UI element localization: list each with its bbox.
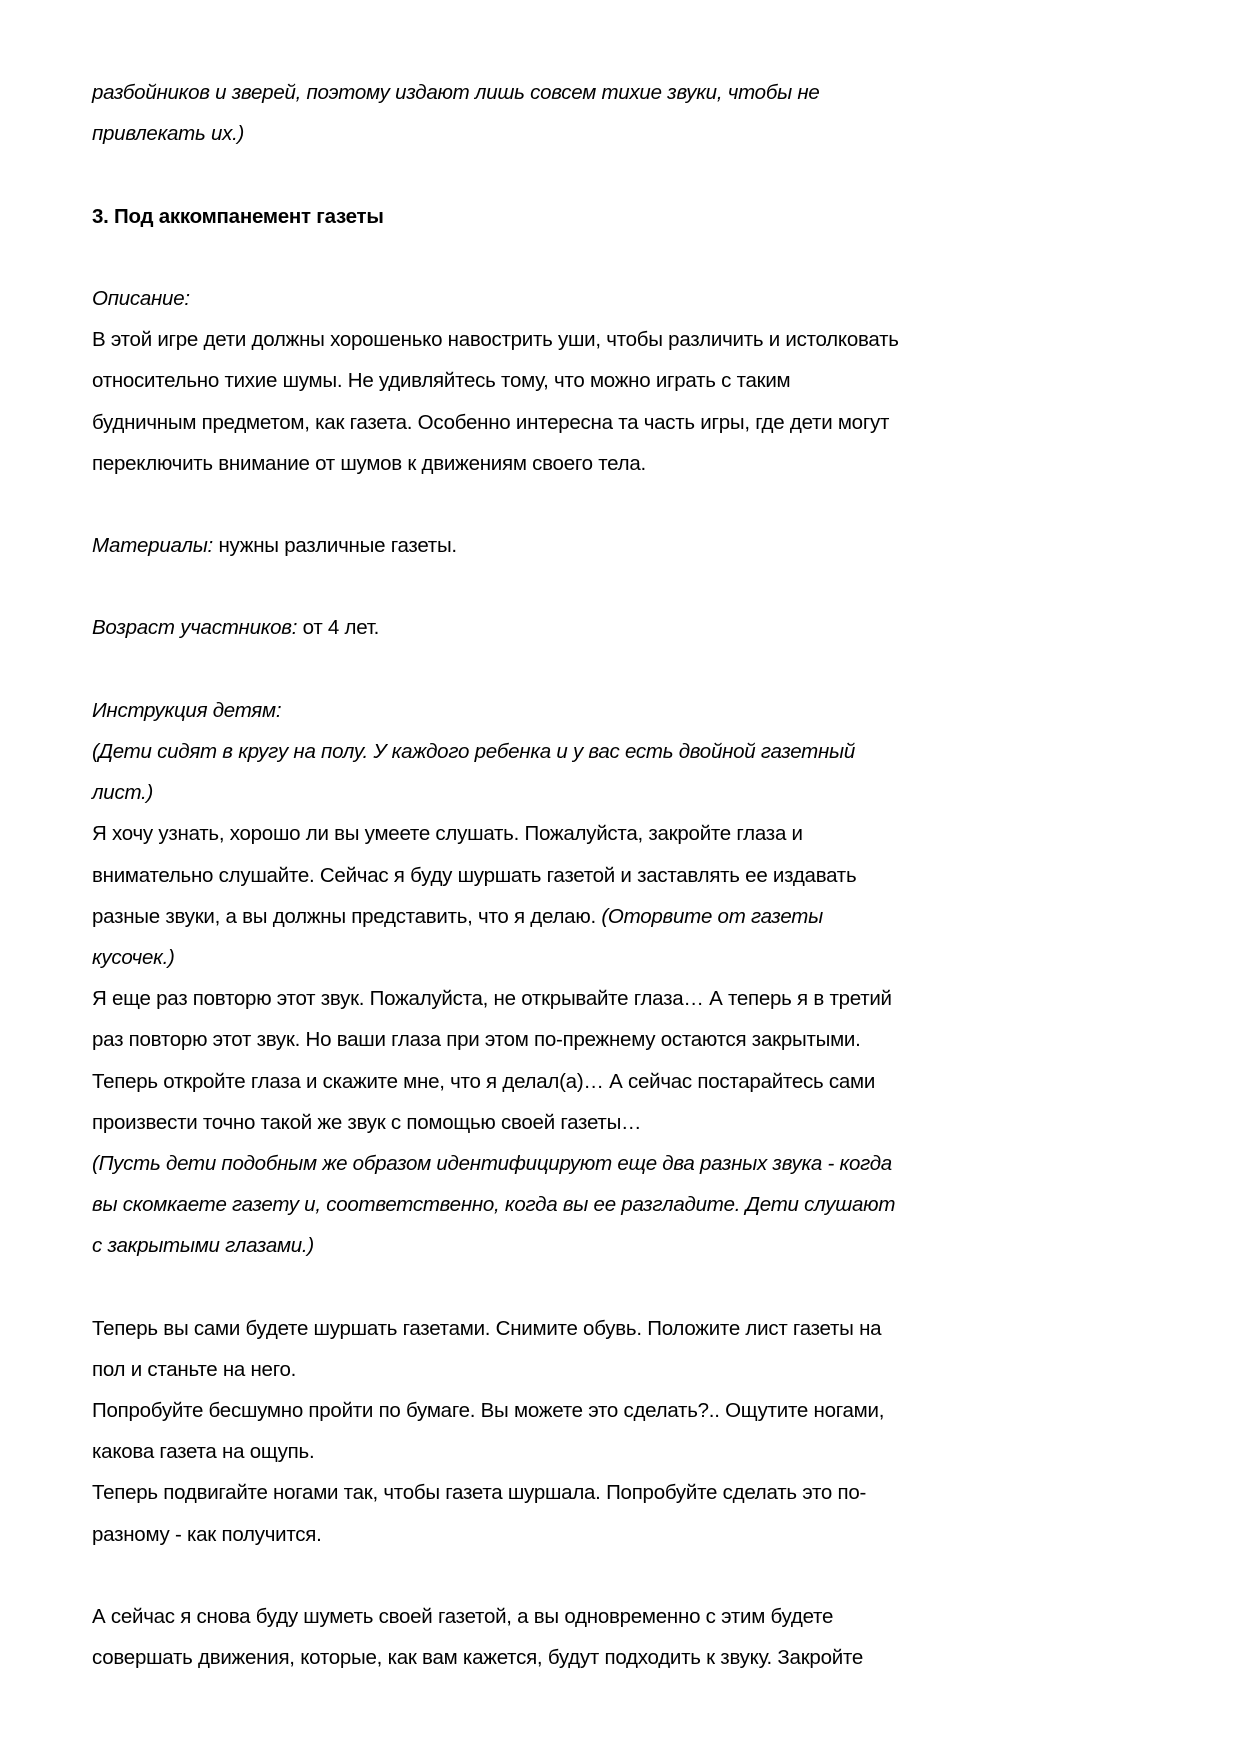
body-text: Попробуйте бесшумно пройти по бумаге. Вы можете это сделать?.. Ощутите ногами, xyxy=(92,1399,885,1422)
text-line xyxy=(92,1308,1192,1349)
body-text: пол и станьте на него. xyxy=(92,1357,297,1381)
body-text: раз повторю этот звук. Но ваши глаза при этом по-прежнему остаются закрытыми. xyxy=(92,1028,861,1052)
body-text: переключить внимание от шумов к движениям своего тела. xyxy=(92,451,646,475)
blank-line xyxy=(92,649,1192,690)
body-text: произвести точно такой же звук с помощью своей газеты… xyxy=(92,1110,642,1134)
text-line xyxy=(92,1225,1192,1266)
blank-line xyxy=(92,1555,1192,1596)
blank-line xyxy=(92,566,1192,607)
italic-text: (Оторвите от газеты xyxy=(601,904,823,928)
blank-line xyxy=(92,237,1192,278)
text-line xyxy=(92,731,1192,772)
body-text: внимательно слушайте. Сейчас я буду шуршать газетой и заставлять ее издавать xyxy=(92,863,857,887)
text-line xyxy=(92,1514,1192,1555)
text-line xyxy=(92,360,1192,401)
italic-text: с закрытыми глазами.) xyxy=(92,1234,314,1258)
italic-text: привлекать их.) xyxy=(92,122,245,146)
italic-text: Описание: xyxy=(92,286,190,310)
body-text: Я еще раз повторю этот звук. Пожалуйста, не открывайте глаза… А теперь я в третий xyxy=(92,987,892,1011)
text-line xyxy=(92,278,1192,319)
text-line xyxy=(92,607,1192,648)
text-line xyxy=(92,1143,1192,1184)
body-text: Теперь откройте глаза и скажите мне, что я делал(а)… А сейчас постарайтесь сами xyxy=(92,1069,876,1093)
italic-text: Инструкция детям: xyxy=(92,698,282,722)
body-text: совершать движения, которые, как вам кажется, будут подходить к звуку. Закройте xyxy=(92,1646,863,1670)
text-line xyxy=(92,443,1192,484)
text-line xyxy=(92,1472,1192,1513)
body-text: Я хочу узнать, хорошо ли вы умеете слушать. Пожалуйста, закройте глаза и xyxy=(92,822,803,846)
section-heading: 3. Под аккомпанемент газеты xyxy=(92,204,384,228)
italic-text: лист.) xyxy=(92,781,154,805)
italic-text: (Дети сидят в кругу на полу. У каждого ребенка и у вас есть двойной газетный xyxy=(92,740,856,763)
document-page xyxy=(92,72,1192,1678)
body-text: от 4 лет. xyxy=(297,616,380,640)
italic-text: Возраст участников: xyxy=(92,616,298,640)
text-line xyxy=(92,855,1192,896)
blank-line xyxy=(92,484,1192,525)
body-text: какова газета на ощупь. xyxy=(92,1440,315,1464)
text-line xyxy=(92,72,1192,113)
text-line xyxy=(92,196,1192,237)
italic-text: кусочек.) xyxy=(92,945,175,969)
text-line xyxy=(92,1061,1192,1102)
text-line xyxy=(92,402,1192,443)
text-line xyxy=(92,1390,1192,1431)
text-line xyxy=(92,1431,1192,1472)
body-text: разному - как получится. xyxy=(92,1522,322,1546)
text-line xyxy=(92,1184,1192,1225)
blank-line xyxy=(92,1266,1192,1307)
body-text: А сейчас я снова буду шуметь своей газетой, а вы одновременно с этим будете xyxy=(92,1604,834,1628)
text-line xyxy=(92,1637,1192,1678)
text-line xyxy=(92,937,1192,978)
text-line xyxy=(92,1596,1192,1637)
body-text: В этой игре дети должны хорошенько навострить уши, чтобы различить и истолковать xyxy=(92,328,899,352)
body-text: Теперь вы сами будете шуршать газетами. Снимите обувь. Положите лист газеты на xyxy=(92,1316,882,1340)
body-text: нужны различные газеты. xyxy=(213,534,457,558)
text-line xyxy=(92,813,1192,854)
text-line xyxy=(92,1102,1192,1143)
text-line xyxy=(92,319,1192,360)
text-line xyxy=(92,1019,1192,1060)
text-line xyxy=(92,978,1192,1019)
text-line xyxy=(92,113,1192,154)
text-line xyxy=(92,525,1192,566)
blank-line xyxy=(92,154,1192,195)
italic-text: разбойников и зверей, поэтому издают лишь совсем тихие звуки, чтобы не xyxy=(92,81,820,104)
body-text: разные звуки, а вы должны представить, что я делаю. xyxy=(92,904,602,928)
body-text: будничным предметом, как газета. Особенно интересна та часть игры, где дети могут xyxy=(92,410,890,434)
body-text: Теперь подвигайте ногами так, чтобы газета шуршала. Попробуйте сделать это по- xyxy=(92,1481,867,1505)
italic-text: (Пусть дети подобным же образом идентифицируют еще два разных звука - когда xyxy=(92,1151,892,1175)
italic-text: вы скомкаете газету и, соответственно, когда вы ее разгладите. Дети слушают xyxy=(92,1193,896,1217)
text-line xyxy=(92,1349,1192,1390)
text-line xyxy=(92,896,1192,937)
italic-text: Материалы: xyxy=(92,534,214,558)
body-text: относительно тихие шумы. Не удивляйтесь тому, что можно играть с таким xyxy=(92,369,791,393)
text-line xyxy=(92,772,1192,813)
text-line xyxy=(92,690,1192,731)
